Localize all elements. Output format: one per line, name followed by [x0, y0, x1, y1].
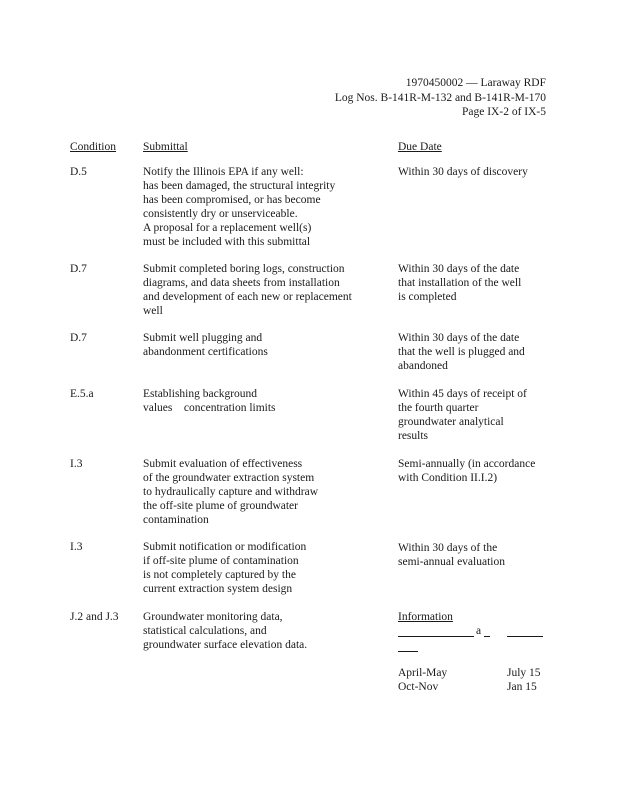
schedule-date: Jan 15 [507, 681, 537, 693]
submittal-line: Establishing background [143, 388, 258, 400]
column-header-submittal: Submittal [143, 141, 188, 153]
blank-line [507, 636, 543, 637]
submittal-line: is not completely captured by the [143, 569, 296, 581]
due-date-cell [398, 262, 558, 304]
condition-cell: D.7 [70, 263, 87, 275]
submittal-line: well [143, 305, 163, 317]
submittal-line: values concentration limits [143, 402, 276, 414]
submittal-line: consistently dry or unserviceable. [143, 208, 298, 220]
due-date-line: Within 45 days of receipt of [398, 388, 527, 400]
due-date-line: is completed [398, 291, 457, 303]
document-header [335, 76, 546, 120]
header-page-number: Page IX-2 of IX-5 [462, 106, 546, 118]
submittal-line: must be included with this submittal [143, 236, 311, 248]
due-date-cell [398, 610, 558, 624]
submittal-line: groundwater surface elevation data. [143, 639, 308, 651]
condition-cell: D.5 [70, 166, 87, 178]
submittal-line: statistical calculations, and [143, 625, 267, 637]
submittal-cell [143, 387, 383, 415]
due-date-line: Semi-annually (in accordance [398, 458, 536, 470]
due-date-line: with Condition II.I.2) [398, 472, 498, 484]
due-date-line: that installation of the well [398, 277, 522, 289]
blank-line [398, 651, 418, 652]
submittal-cell [143, 610, 383, 652]
due-date-line: results [398, 430, 429, 442]
due-date-line: Within 30 days of the date [398, 263, 520, 275]
schedule-period: Oct-Nov [398, 681, 439, 693]
header-log-numbers: Log Nos. B-141R-M-132 and B-141R-M-170 [334, 91, 546, 104]
submittal-line: diagrams, and data sheets from installation [143, 277, 340, 289]
condition-cell: E.5.a [70, 388, 94, 400]
column-header-due-date: Due Date [398, 141, 442, 153]
column-header-condition: Condition [70, 141, 117, 153]
submittal-cell [143, 262, 383, 318]
submittal-line: to hydraulically capture and withdraw [143, 486, 318, 498]
due-date-cell [398, 457, 558, 485]
submittal-line: Submit well plugging and [143, 332, 263, 344]
blank-line [398, 636, 474, 637]
schedule-date: July 15 [507, 667, 541, 679]
condition-cell: J.2 and J.3 [70, 611, 119, 623]
submittal-line: of the groundwater extraction system [143, 472, 315, 484]
due-date-line: that the well is plugged and [398, 346, 525, 358]
condition-cell: I.3 [70, 458, 83, 470]
submittal-line: contamination [143, 514, 209, 526]
submittal-line: Submit completed boring logs, construction [143, 263, 345, 275]
submittal-line: and development of each new or replacement [143, 291, 352, 303]
due-date-line: the fourth quarter [398, 402, 479, 414]
due-date-cell [398, 541, 558, 569]
submittal-line: Notify the Illinois EPA if any well: [143, 166, 304, 178]
submittal-line: if off-site plume of contamination [143, 555, 299, 567]
due-date-line: Within 30 days of discovery [398, 166, 528, 178]
submittal-cell [143, 457, 383, 527]
due-date-line: Within 30 days of the date [398, 332, 520, 344]
due-date-cell [398, 387, 558, 443]
due-date-cell [398, 331, 558, 373]
submittal-line: abandonment certifications [143, 346, 268, 358]
submittal-line: Submit notification or modification [143, 541, 307, 553]
schedule-period: April-May [398, 667, 448, 679]
due-date-line: abandoned [398, 360, 448, 372]
due-date-line: Within 30 days of the [398, 542, 498, 554]
submittal-line: A proposal for a replacement well(s) [143, 222, 312, 234]
submittal-line: the off-site plume of groundwater [143, 500, 298, 512]
submittal-line: Groundwater monitoring data, [143, 611, 283, 623]
submittal-cell [143, 331, 383, 359]
due-date-cell [398, 165, 558, 179]
submittal-line: Submit evaluation of effectiveness [143, 458, 303, 470]
submittal-cell [143, 540, 383, 596]
due-date-line: semi-annual evaluation [398, 556, 505, 568]
submittal-line: current extraction system design [143, 583, 293, 595]
information-heading: Information [398, 611, 453, 623]
submittal-line: has been compromised, or has become [143, 194, 321, 206]
submittal-cell [143, 165, 383, 249]
blank-fill-glyph: a [476, 625, 482, 637]
header-permit-line: 1970450002 — Laraway RDF [405, 77, 546, 89]
submittal-line: has been damaged, the structural integrity [143, 180, 336, 192]
blank-line [484, 636, 490, 637]
condition-cell: D.7 [70, 332, 87, 344]
due-date-line: groundwater analytical [398, 416, 504, 428]
condition-cell: I.3 [70, 541, 83, 553]
